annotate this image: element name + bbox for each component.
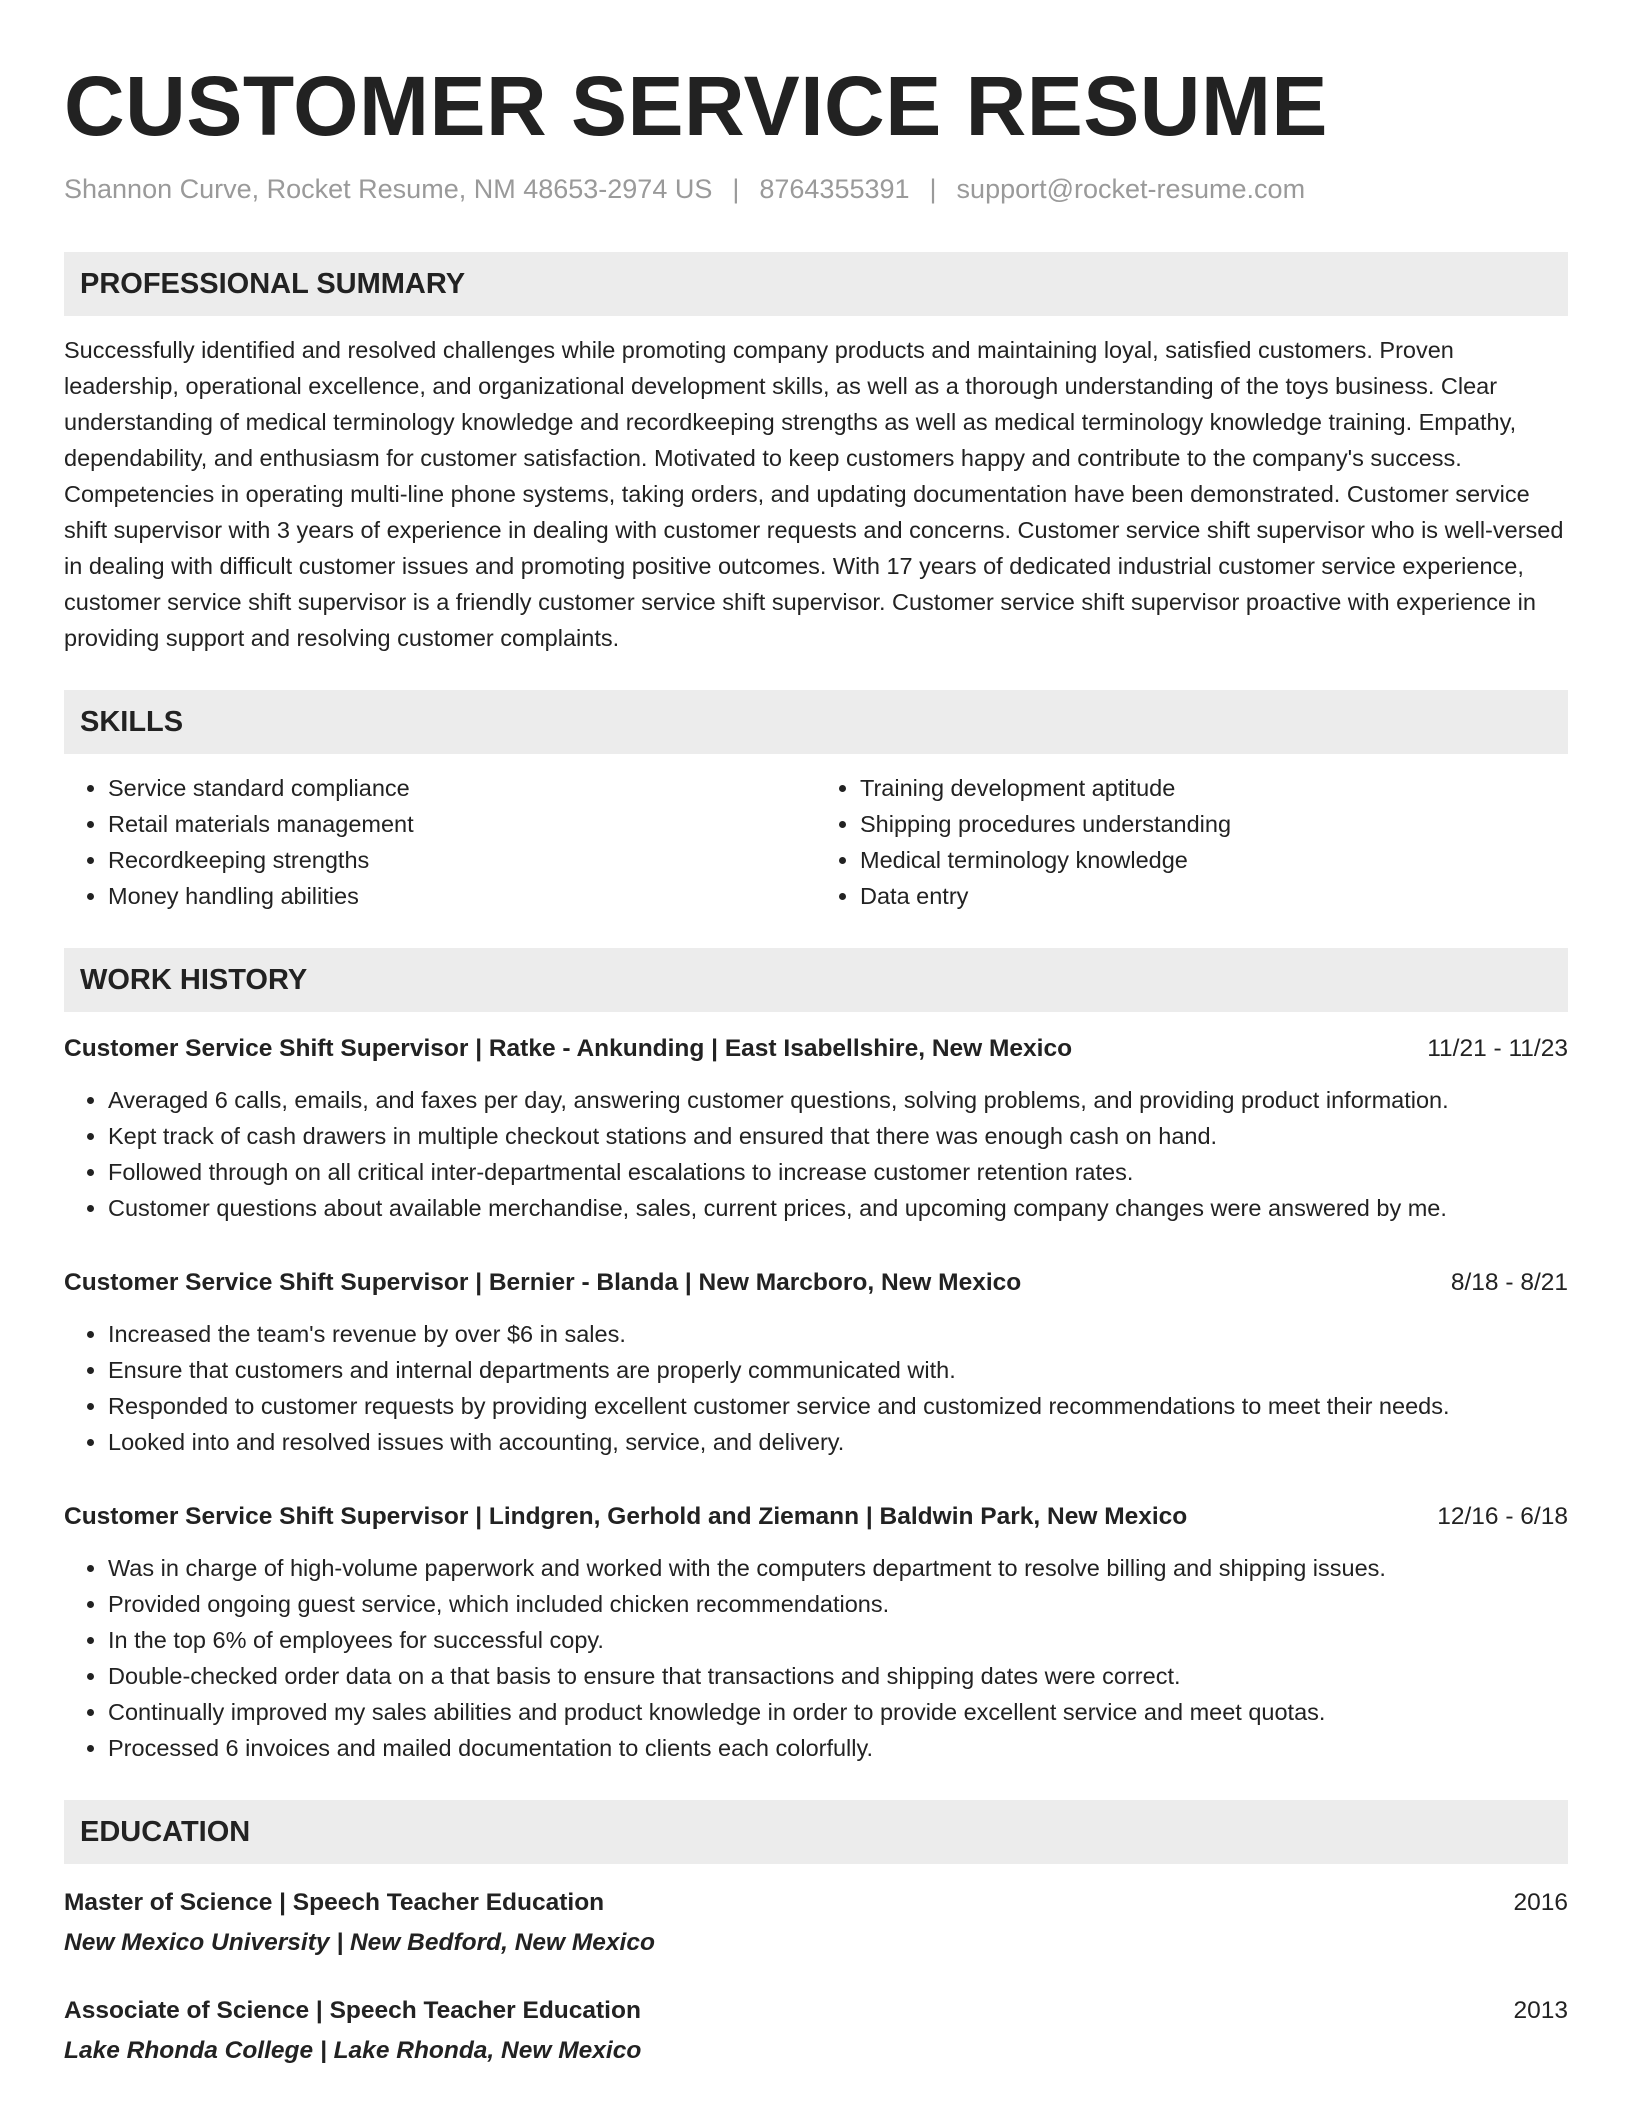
education-section-header: [64, 1800, 1568, 1864]
skill-item: • Medical terminology knowledge: [860, 842, 1568, 878]
work-heading: WORK HISTORY: [80, 963, 308, 996]
contact-separator: |: [732, 174, 740, 204]
job-bullet: • Processed 6 invoices and mailed documentation to clients each colorfully.: [108, 1730, 1568, 1766]
job-entry: [64, 1500, 1568, 1766]
job-bullet: • Averaged 6 calls, emails, and faxes per day, answering customer questions, solving problems, and providing product information.: [108, 1082, 1568, 1118]
job-title: Customer Service Shift Supervisor | Bernier - Blanda | New Marcboro, New Mexico: [64, 1269, 1022, 1296]
education-degree: Master of Science | Speech Teacher Education: [64, 1889, 605, 1916]
skill-item: • Recordkeeping strengths: [108, 842, 816, 878]
job-header: [64, 1500, 1568, 1534]
skills-list: [64, 770, 1568, 914]
job-entry: [64, 1032, 1568, 1226]
job-title: Customer Service Shift Supervisor | Ratke - Ankunding | East Isabellshire, New Mexico: [64, 1035, 1073, 1062]
job-header: [64, 1032, 1568, 1066]
job-bullets: [64, 1082, 1568, 1226]
skills-section-header: [64, 690, 1568, 754]
work-section-header: [64, 948, 1568, 1012]
summary-text: Successfully identified and resolved challenges while promoting company products and maintaining loyal, satisfied customers. Proven leadership, operational excellence, and organizational development skills, as well as a thorough understanding of the toys business. Clear understanding of medical terminology knowledge and recordkeeping strengths as well as medical terminology knowledge training. Empathy, dependability, and enthusiasm for customer satisfaction. Motivated to keep customers happy and contribute to the company's success. Competencies in operating multi-line phone systems, taking orders, and updating documentation have been demonstrated. Customer service shift supervisor with 3 years of experience in dealing with customer requests and concerns. Customer service shift supervisor who is well-versed in dealing with difficult customer issues and promoting positive outcomes. With 17 years of dedicated industrial customer service experience, customer service shift supervisor is a friendly customer service shift supervisor. Customer service shift supervisor proactive with experience in providing support and resolving customer complaints.: [64, 337, 1564, 651]
education-school: Lake Rhonda College | Lake Rhonda, New Mexico: [64, 2037, 642, 2064]
contact-phone: 8764355391: [759, 174, 910, 204]
job-dates: 12/16 - 6/18: [1437, 1503, 1568, 1530]
job-bullet: • In the top 6% of employees for successful copy.: [108, 1622, 1568, 1658]
education-year: 2013: [1513, 1997, 1568, 2024]
skill-item: • Data entry: [860, 878, 1568, 914]
summary-section-header: [64, 252, 1568, 316]
job-bullet: • Customer questions about available merchandise, sales, current prices, and upcoming company changes were answered by me.: [108, 1190, 1568, 1226]
education-entry: [64, 1886, 1568, 1960]
job-dates: 8/18 - 8/21: [1450, 1269, 1568, 1296]
skills-heading: SKILLS: [80, 705, 184, 738]
job-bullets: [64, 1316, 1568, 1460]
skill-item: • Money handling abilities: [108, 878, 816, 914]
summary-heading: PROFESSIONAL SUMMARY: [80, 267, 466, 300]
contact-email: support@rocket-resume.com: [956, 174, 1306, 204]
skill-item: • Retail materials management: [108, 806, 816, 842]
education-heading: EDUCATION: [80, 1815, 251, 1848]
job-title: Customer Service Shift Supervisor | Lindgren, Gerhold and Ziemann | Baldwin Park, New Mexico: [64, 1503, 1188, 1530]
job-bullet: • Looked into and resolved issues with accounting, service, and delivery.: [108, 1424, 1568, 1460]
job-bullet: • Kept track of cash drawers in multiple checkout stations and ensured that there was enough cash on hand.: [108, 1118, 1568, 1154]
skills-column-left: [64, 770, 816, 914]
job-entry: [64, 1266, 1568, 1460]
job-bullet: • Ensure that customers and internal departments are properly communicated with.: [108, 1352, 1568, 1388]
contact-line: [64, 172, 1568, 206]
job-bullet: • Double-checked order data on a that basis to ensure that transactions and shipping dates were correct.: [108, 1658, 1568, 1694]
job-bullets: [64, 1550, 1568, 1766]
skill-item: • Shipping procedures understanding: [860, 806, 1568, 842]
job-bullet: • Provided ongoing guest service, which included chicken recommendations.: [108, 1586, 1568, 1622]
resume-title: CUSTOMER SERVICE RESUME: [64, 59, 1328, 153]
education-entry: [64, 1994, 1568, 2068]
job-bullet: • Increased the team's revenue by over $6 in sales.: [108, 1316, 1568, 1352]
skill-item: • Training development aptitude: [860, 770, 1568, 806]
contact-address: Shannon Curve, Rocket Resume, NM 48653-2974 US: [64, 174, 713, 204]
education-year: 2016: [1513, 1889, 1568, 1916]
contact-separator: |: [929, 174, 937, 204]
education-school: New Mexico University | New Bedford, New Mexico: [64, 1929, 655, 1956]
education-degree: Associate of Science | Speech Teacher Education: [64, 1997, 641, 2024]
education-header: [64, 1886, 1568, 1920]
job-header: [64, 1266, 1568, 1300]
education-header: [64, 1994, 1568, 2028]
job-bullet: • Followed through on all critical inter-departmental escalations to increase customer retention rates.: [108, 1154, 1568, 1190]
job-bullet: • Was in charge of high-volume paperwork and worked with the computers department to resolve billing and shipping issues.: [108, 1550, 1568, 1586]
job-dates: 11/21 - 11/23: [1427, 1035, 1568, 1062]
skills-column-right: [816, 770, 1568, 914]
job-bullet: • Continually improved my sales abilities and product knowledge in order to provide excellent service and meet quotas.: [108, 1694, 1568, 1730]
job-bullet: • Responded to customer requests by providing excellent customer service and customized recommendations to meet their needs.: [108, 1388, 1568, 1424]
skill-item: • Service standard compliance: [108, 770, 816, 806]
